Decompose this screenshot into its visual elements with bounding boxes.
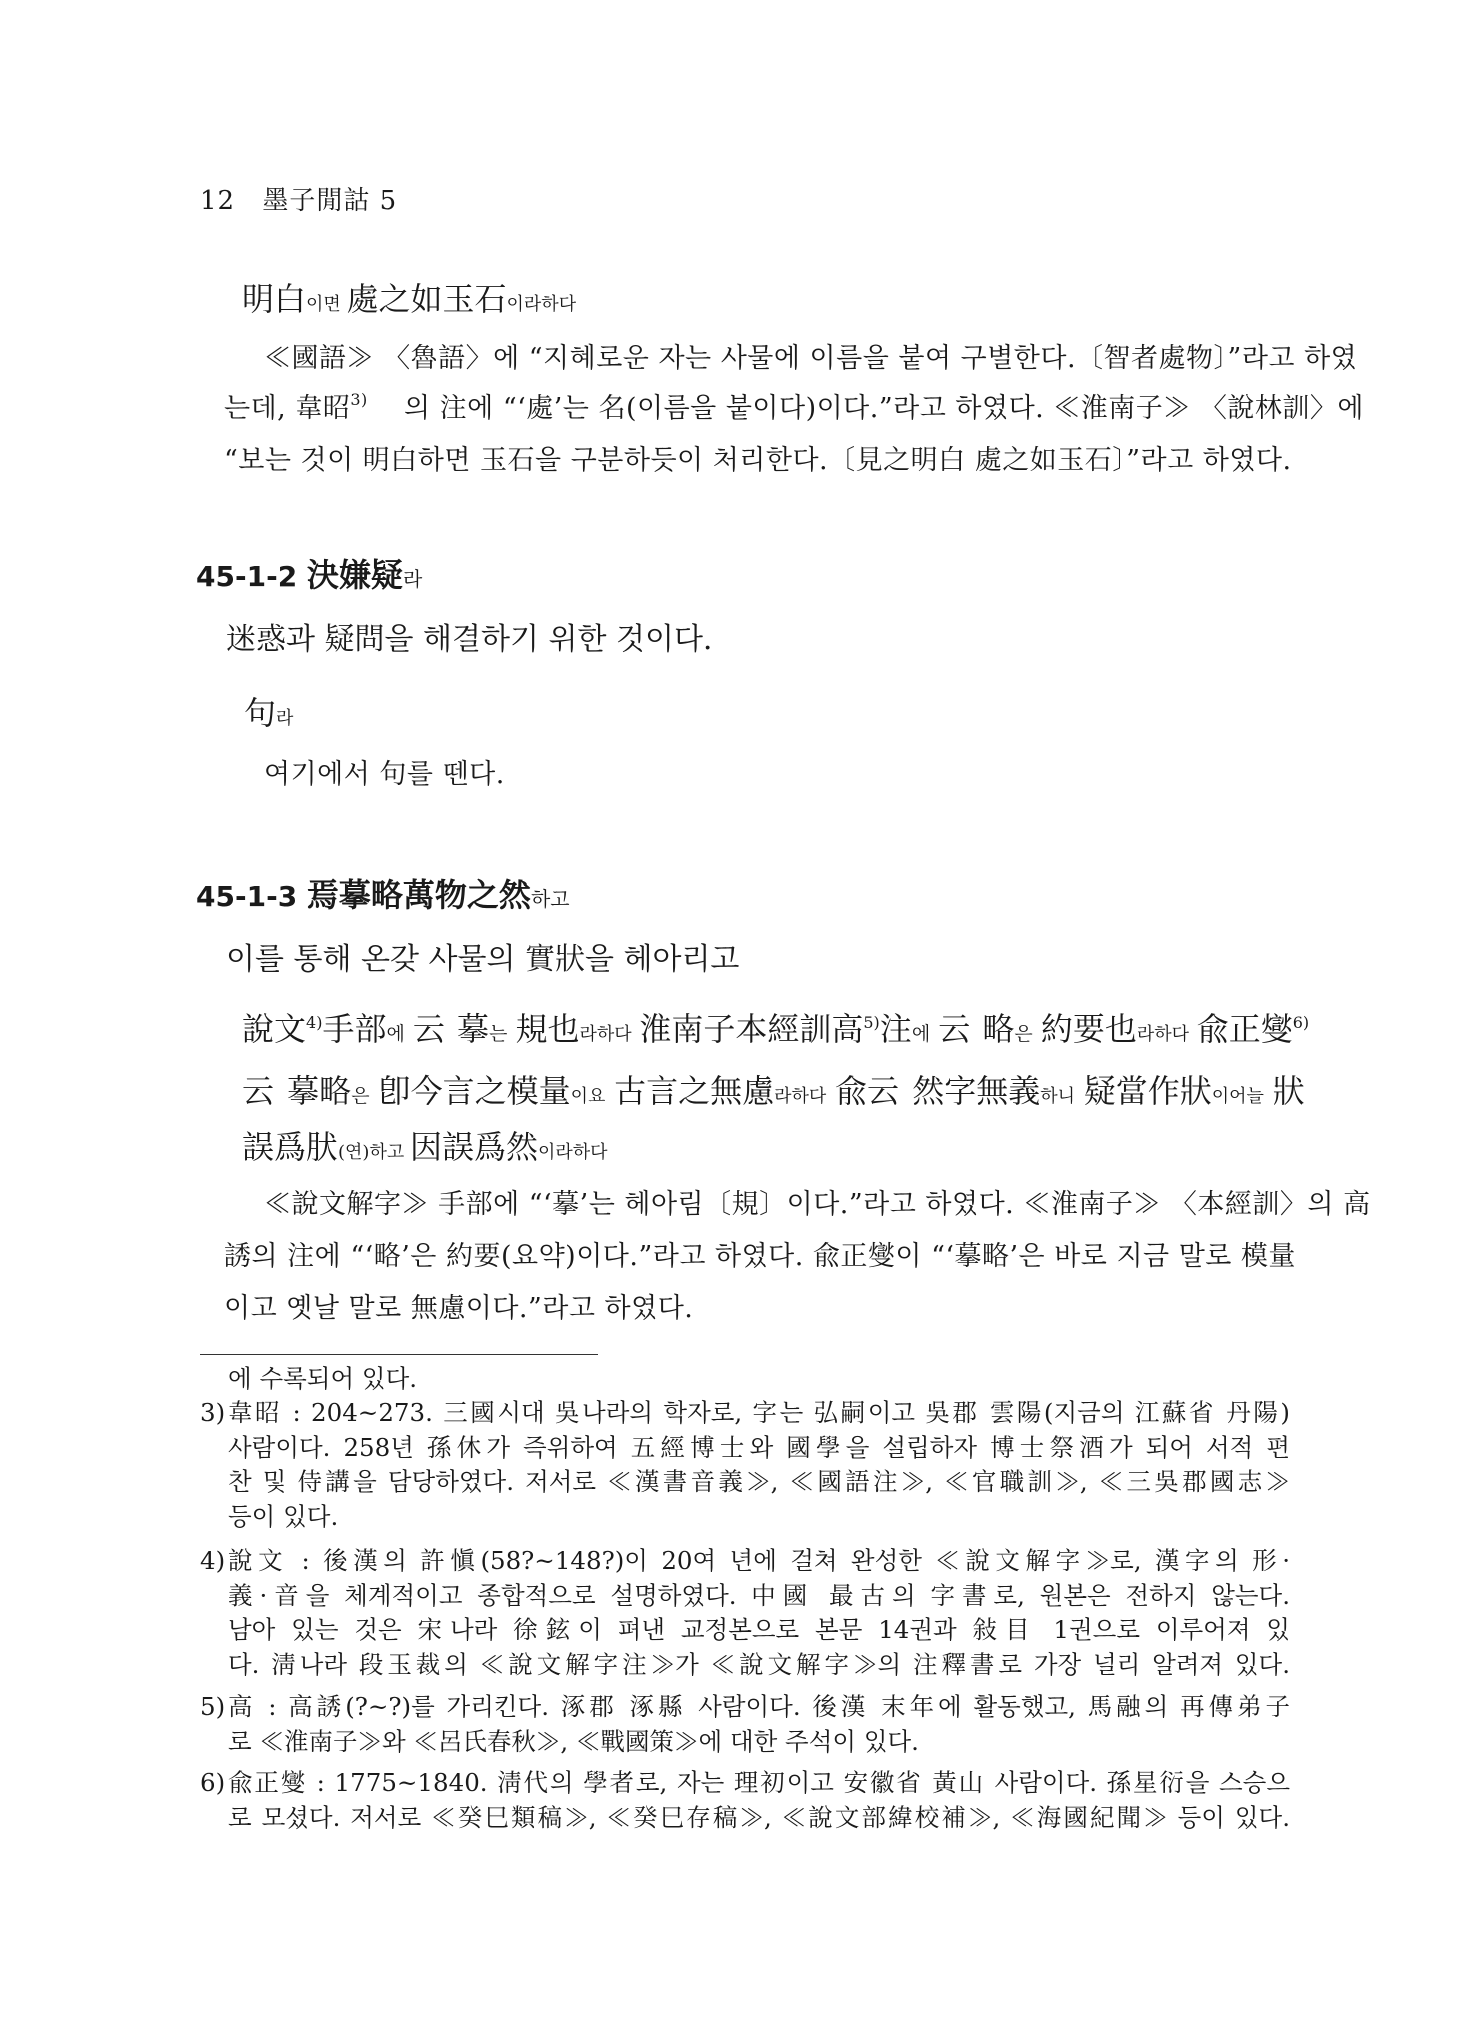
commentary-suffix: (연): [338, 1142, 370, 1163]
commentary-line: [242, 1004, 1309, 1050]
sub-suffix: 라: [276, 708, 294, 729]
commentary-text: 古言之無慮: [614, 1072, 775, 1110]
footnote-6: [200, 1766, 1290, 1835]
quote-text: 處之如玉石: [346, 280, 507, 318]
section-heading: [196, 550, 422, 596]
commentary-suffix: 이어늘: [1211, 1086, 1273, 1107]
footnote-line: 說文 : 後漢의 許愼(58?~148?)이 20여 년에 걸쳐 완성한 ≪說文解字≫로, 漢字의 形·: [228, 1546, 1290, 1575]
commentary-text: 云 略: [938, 1010, 1015, 1048]
heading-number: 45-1-3: [196, 880, 307, 913]
footnote-ref: 5): [863, 1013, 880, 1032]
note-line: ≪國語≫ 〈魯語〉에 “지혜로운 자는 사물에 이름을 붙여 구별한다.〔智者處物〕”라고 하였: [264, 343, 1358, 374]
commentary-suffix: 에: [386, 1023, 413, 1045]
commentary-text: 兪正燮: [1196, 1010, 1293, 1048]
commentary-line: [242, 1066, 1305, 1112]
commentary-text: 狀: [1272, 1072, 1305, 1110]
commentary-suffix: 에: [911, 1023, 939, 1045]
footnote-line: 찬 및 侍講을 담당하였다. 저서로 ≪漢書音義≫, ≪國語注≫, ≪官職訓≫, ≪三吳郡國志≫: [228, 1467, 1290, 1496]
commentary-text: 卽今言之模量: [378, 1072, 571, 1110]
footnote-line: 로 모셨다. 저서로 ≪癸巳類稿≫, ≪癸巳存稿≫, ≪說文部緯校補≫, ≪海國紀聞≫ 등이 있다.: [228, 1802, 1290, 1832]
footnote-ref: 4): [306, 1013, 323, 1032]
footnote-ref: 6): [1292, 1013, 1310, 1032]
heading-text: 決嫌疑: [306, 556, 403, 594]
quote-suffix: 이면: [306, 294, 347, 315]
commentary-text: 疑當作狀: [1083, 1072, 1212, 1110]
commentary-text: 兪云 然字無義: [835, 1072, 1041, 1110]
commentary-text: 規也: [515, 1010, 580, 1048]
commentary-suffix: 은: [351, 1085, 379, 1107]
commentary-text: 云 摹略: [242, 1072, 352, 1110]
page-number: 12: [200, 186, 236, 216]
commentary-text: 注: [879, 1010, 912, 1048]
footnote-line: 高 : 高誘(?~?)를 가리킨다. 涿郡 涿縣 사람이다. 後漢 末年에 활동했고, 馬融의 再傳弟子: [228, 1692, 1290, 1721]
note-line: 여기에서 句를 뗀다.: [264, 759, 505, 790]
translation: 迷惑과 疑問을 해결하기 위한 것이다.: [226, 622, 713, 657]
commentary-suffix: 이요: [570, 1086, 615, 1107]
translation: 이를 통해 온갖 사물의 實狀을 헤아리고: [226, 942, 740, 977]
footnote-number: 6): [200, 1768, 226, 1797]
footnote-number: 5): [200, 1692, 226, 1721]
heading-suffix: 하고: [530, 887, 570, 911]
commentary-text: 誤爲肰: [242, 1128, 339, 1166]
commentary-suffix: 는: [489, 1023, 516, 1045]
note-line: “보는 것이 明白하면 玉石을 구분하듯이 처리한다.〔見之明白 處之如玉石〕”라고 하였다.: [224, 445, 1292, 476]
commentary-line: [242, 1122, 608, 1168]
note-line: [224, 386, 368, 425]
commentary-suffix: 라하다: [774, 1086, 836, 1107]
commentary-text: 淮南子本經訓高: [639, 1010, 864, 1048]
note-line: 의 注에 “‘處’는 名(이름을 붙이다)이다.”라고 하였다. ≪淮南子≫ 〈說林訓〉에: [404, 393, 1364, 424]
commentary-text: 因誤爲然: [409, 1128, 538, 1166]
book-title: 墨子閒詁 5: [262, 186, 398, 216]
heading-suffix: 라: [402, 567, 423, 591]
heading-text: 焉摹略萬物之然: [306, 876, 531, 914]
commentary-suffix: 하니: [1040, 1086, 1084, 1107]
footnote-number: 3): [200, 1398, 226, 1427]
commentary-suffix: 이라하다: [537, 1142, 608, 1163]
quote-text: 明白: [242, 280, 307, 318]
quote-line: [242, 274, 576, 320]
commentary-text: 約要也: [1040, 1010, 1137, 1048]
footnote-5: [200, 1690, 1290, 1759]
footnote-line: 등이 있다.: [228, 1501, 339, 1531]
commentary-suffix: 하고: [369, 1142, 410, 1163]
footnote-line: 로 ≪淮南子≫와 ≪呂氏春秋≫, ≪戰國策≫에 대한 주석이 있다.: [228, 1726, 919, 1756]
footnote-number: 4): [200, 1546, 226, 1575]
footnote-3: [200, 1396, 1290, 1534]
footnote-divider: [200, 1354, 598, 1355]
sub-entry: [244, 688, 293, 734]
footnote-line: 義·音을 체계적이고 종합적으로 설명하였다. 中國 最古의 字書로, 원본은 전하지 않는다.: [228, 1580, 1290, 1610]
note-text: 는데, 韋昭: [224, 393, 351, 424]
footnote-line: 사람이다. 258년 孫休가 즉위하여 五經博士와 國學을 설립하자 博士祭酒가 되어 서적 편: [228, 1432, 1290, 1462]
note-line: 이고 옛날 말로 無慮이다.”라고 하였다.: [224, 1293, 694, 1324]
section-heading: [196, 870, 570, 916]
commentary-text: 手部: [322, 1010, 387, 1048]
sub-han: 句: [244, 694, 277, 732]
commentary-text: 云 摹: [412, 1010, 490, 1048]
footnote-line: 兪正燮 : 1775~1840. 淸代의 學者로, 자는 理初이고 安徽省 黃山 사람이다. 孫星衍을 스승으: [228, 1768, 1290, 1797]
heading-number: 45-1-2: [196, 560, 307, 593]
commentary-text: 說文: [242, 1010, 307, 1048]
commentary-suffix: 라하다: [579, 1024, 640, 1045]
footnote-line: 다. 淸나라 段玉裁의 ≪說文解字注≫가 ≪說文解字≫의 注釋書로 가장 널리 알려져 있다.: [228, 1649, 1290, 1679]
running-header: [200, 180, 415, 217]
footnote-line: 남아 있는 것은 宋나라 徐鉉이 펴낸 교정본으로 본문 14권과 敍目 1권으로 이루어져 있: [228, 1615, 1290, 1644]
footnote-4: [200, 1544, 1290, 1682]
footnote-continuation: 에 수록되어 있다.: [228, 1364, 418, 1393]
commentary-suffix: 은: [1014, 1023, 1041, 1045]
note-line: ≪說文解字≫ 手部에 “‘摹’는 헤아림〔規〕이다.”라고 하였다. ≪淮南子≫ 〈本經訓〉의 高: [264, 1189, 1371, 1220]
note-line: 誘의 注에 “‘略’은 約要(요약)이다.”라고 하였다. 兪正燮이 “‘摹略’은 바로 지금 말로 模量: [224, 1241, 1296, 1272]
footnote-line: 韋昭 : 204~273. 三國시대 吳나라의 학자로, 字는 弘嗣이고 吳郡 雲陽(지금의 江蘇省 丹陽): [228, 1398, 1290, 1427]
quote-suffix: 이라하다: [506, 294, 577, 315]
footnote-ref: 3): [350, 390, 368, 409]
commentary-suffix: 라하다: [1136, 1024, 1197, 1045]
